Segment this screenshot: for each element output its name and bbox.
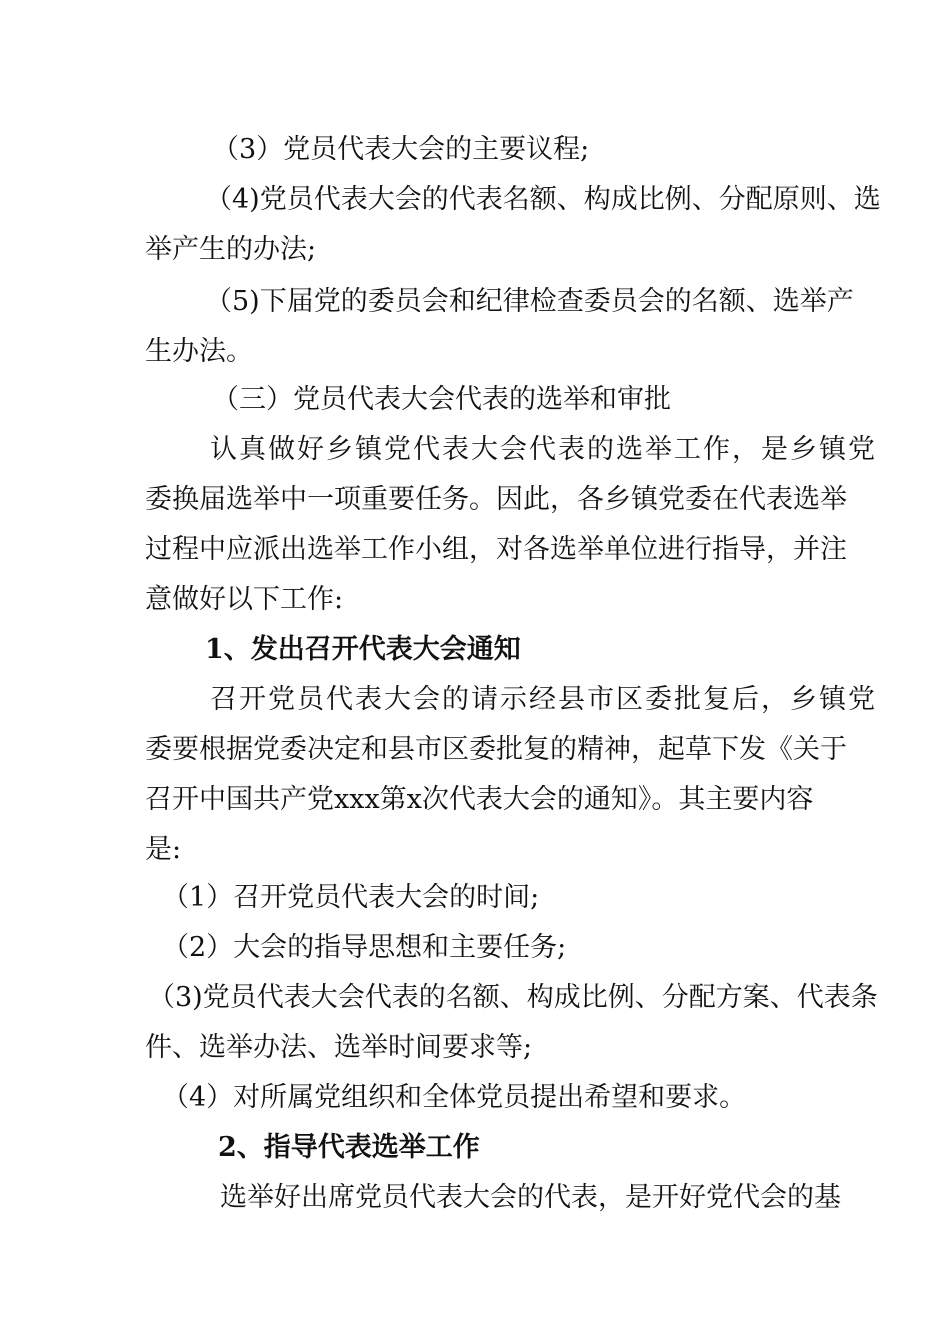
list-item: （4）对所属党组织和全体党员提出希望和要求。 <box>162 1082 747 1113</box>
paragraph-line: 举产生的办法; <box>145 234 317 265</box>
list-item: （2）大会的指导思想和主要任务; <box>162 932 567 963</box>
paragraph-line: 召开中国共产党xxx第x次代表大会的通知》。其主要内容 <box>145 784 814 815</box>
paragraph-line: 生办法。 <box>145 336 253 367</box>
paragraph-line: 召开党员代表大会的请示经县市区委批复后，乡镇党 <box>210 684 877 715</box>
paragraph-line: （3）党员代表大会的主要议程; <box>212 134 590 165</box>
subsection-heading: 2、指导代表选举工作 <box>218 1132 480 1163</box>
paragraph-line: 是: <box>145 834 182 865</box>
subsection-heading: 1、发出召开代表大会通知 <box>205 634 521 665</box>
list-item: （3)党员代表大会代表的名额、构成比例、分配方案、代表条 <box>148 982 878 1013</box>
paragraph-line: 委换届选举中一项重要任务。因此，各乡镇党委在代表选举 <box>145 484 847 515</box>
paragraph-line: 意做好以下工作: <box>145 584 344 615</box>
paragraph-line: 选举好出席党员代表大会的代表，是开好党代会的基 <box>220 1182 841 1213</box>
paragraph-line: （5)下届党的委员会和纪律检查委员会的名额、选举产 <box>205 286 854 317</box>
paragraph-line: （4)党员代表大会的代表名额、构成比例、分配原则、选 <box>205 184 881 215</box>
paragraph-line: 委要根据党委决定和县市区委批复的精神，起草下发《关于 <box>145 734 847 765</box>
paragraph-line: 过程中应派出选举工作小组，对各选举单位进行指导，并注 <box>145 534 847 565</box>
list-item: （1）召开党员代表大会的时间; <box>162 882 540 913</box>
paragraph-line: 件、选举办法、选举时间要求等; <box>145 1032 533 1063</box>
section-heading: （三）党员代表大会代表的选举和审批 <box>212 384 671 415</box>
paragraph-line: 认真做好乡镇党代表大会代表的选举工作，是乡镇党 <box>210 434 877 465</box>
